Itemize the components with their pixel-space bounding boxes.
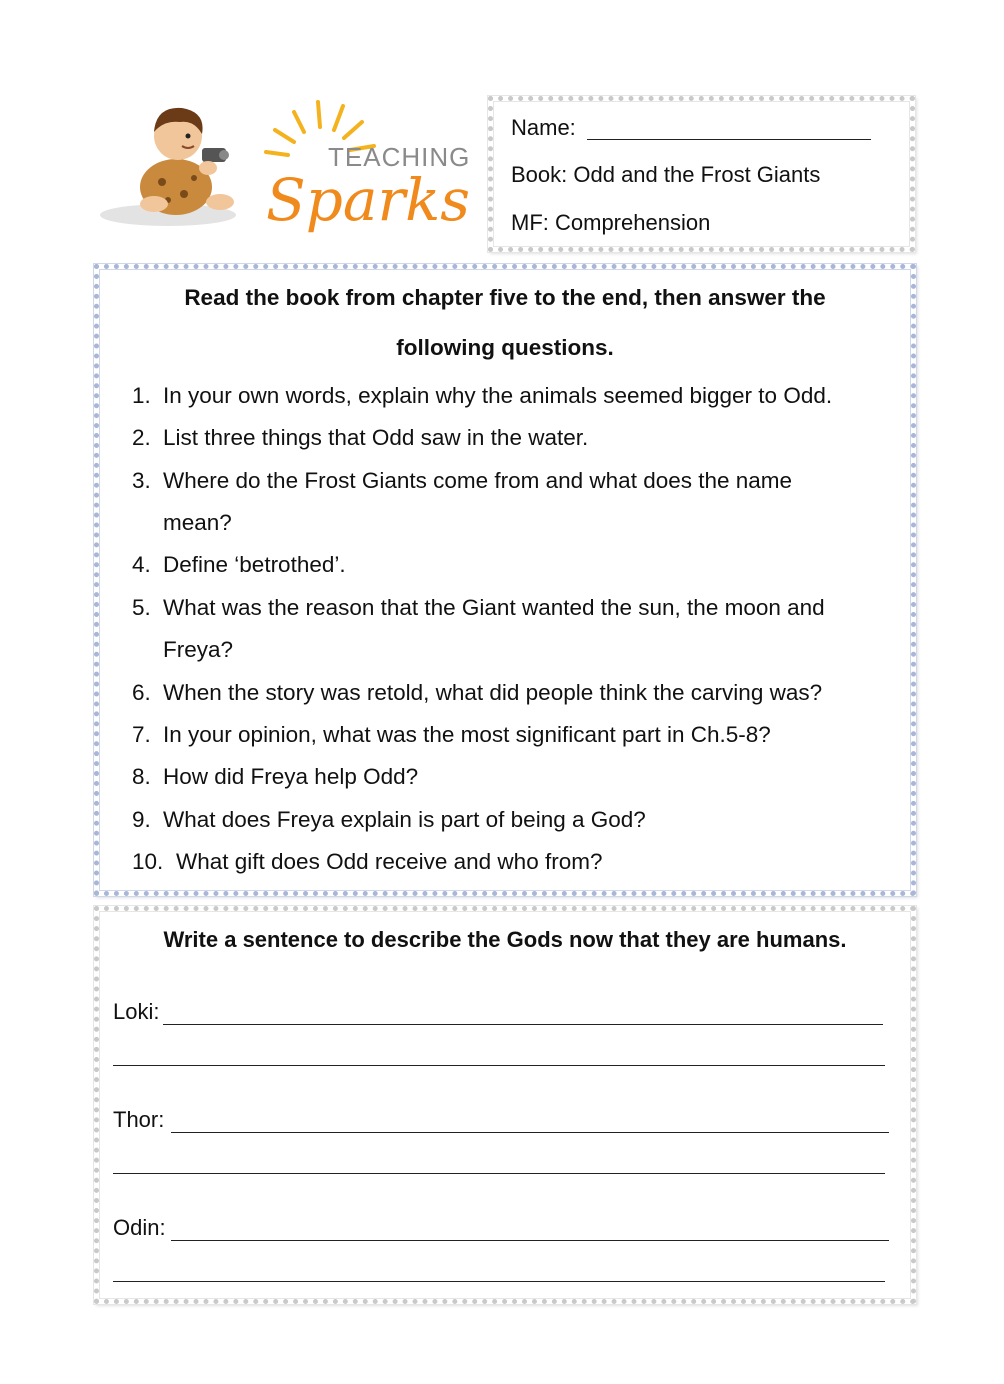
answer-line[interactable] bbox=[171, 1240, 889, 1241]
answer-line[interactable] bbox=[113, 1065, 885, 1066]
answer-line[interactable] bbox=[113, 1173, 885, 1174]
questions-heading-line2: following questions. bbox=[396, 335, 614, 360]
question-number: 7. bbox=[132, 722, 151, 747]
answer-line[interactable] bbox=[113, 1281, 885, 1282]
question-text: What does Freya explain is part of being a God? bbox=[163, 807, 646, 832]
answer-line[interactable] bbox=[163, 1024, 883, 1025]
question-text: List three things that Odd saw in the water. bbox=[163, 425, 589, 450]
question-number: 1. bbox=[132, 383, 151, 408]
name-write-line bbox=[587, 139, 871, 140]
question-text: mean? bbox=[163, 510, 232, 535]
question-number: 10. bbox=[132, 849, 164, 874]
question-text: What gift does Odd receive and who from? bbox=[176, 849, 603, 874]
name-label: Name: bbox=[511, 115, 576, 140]
question-text: How did Freya help Odd? bbox=[163, 764, 419, 789]
question-number: 5. bbox=[132, 595, 151, 620]
question-number: 6. bbox=[132, 680, 151, 705]
answer-line[interactable] bbox=[171, 1132, 889, 1133]
question-text: In your opinion, what was the most significant part in Ch.5-8? bbox=[163, 722, 771, 747]
question-text: Freya? bbox=[163, 637, 234, 662]
question-text: Define ‘betrothed’. bbox=[163, 552, 346, 577]
god-label: Thor: bbox=[113, 1107, 165, 1132]
writing-heading: Write a sentence to describe the Gods now that they are humans. bbox=[163, 927, 847, 952]
student-info-box bbox=[488, 96, 915, 252]
logo-sparks-text: Sparks bbox=[266, 166, 471, 234]
question-text: When the story was retold, what did people think the carving was? bbox=[163, 680, 823, 705]
question-number: 9. bbox=[132, 807, 151, 832]
god-label: Loki: bbox=[113, 999, 160, 1024]
question-number: 3. bbox=[132, 468, 151, 493]
questions-heading-line1: Read the book from chapter five to the end, then answer the bbox=[184, 285, 826, 310]
question-text: Where do the Frost Giants come from and what does the name bbox=[163, 468, 793, 493]
mf-label: MF: Comprehension bbox=[511, 210, 711, 235]
teaching-sparks-logo bbox=[98, 92, 478, 242]
question-number: 8. bbox=[132, 764, 151, 789]
book-title: Book: Odd and the Frost Giants bbox=[511, 162, 821, 187]
question-text: In your own words, explain why the animals seemed bigger to Odd. bbox=[163, 383, 833, 408]
question-number: 2. bbox=[132, 425, 151, 450]
caveman-mascot-icon bbox=[140, 108, 234, 215]
questions-box bbox=[94, 264, 916, 896]
name-field[interactable] bbox=[511, 115, 576, 141]
writing-box bbox=[94, 906, 916, 1304]
question-text: What was the reason that the Giant wanted the sun, the moon and bbox=[163, 595, 825, 620]
god-label: Odin: bbox=[113, 1215, 166, 1240]
question-number: 4. bbox=[132, 552, 151, 577]
logo-teaching-text: TEACHING bbox=[328, 142, 471, 172]
